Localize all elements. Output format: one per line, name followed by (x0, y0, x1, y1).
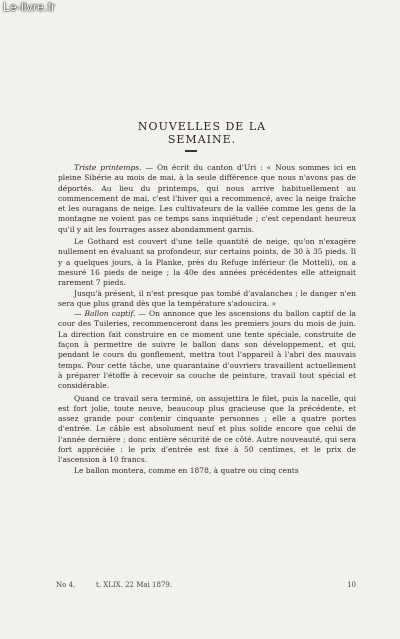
paragraph (58, 466, 356, 476)
paragraph (58, 163, 356, 235)
paragraph (58, 237, 356, 288)
paragraph-text: Le Gothard est couvert d'une telle quantité de neige, qu'on n'exagère nullement en évaluant sa profondeur, sur certains points, de 30 à 35 pieds. Il y a quelques jours, à la Planke, près du Refuge inférieur (le Motteli), on a mesuré 16 pieds de neige ; la 40e des années précédentes elle atteignait rarement 7 pieds. (58, 237, 356, 288)
paragraph-text: — On écrit du canton d'Uri : « Nous sommes ici en pleine Sibérie au mois de mai, à la seule différence que nous n'avons pas de déportés. Au lieu du printemps, qui nous arrive habituellement au commencement de mai, c'est l'hiver qui a recommencé, avec la neige fraîche et les ouragans de neige. Les cultivateurs de la vallée comme les gens de la montagne ne voient pas ce temps sans inquiétude ; c'est cependant heureux qu'il y ait les fourrages assez abondamment garnis. (58, 163, 356, 234)
document-page (30, 28, 380, 588)
paragraph-lead: — Ballon captif. (74, 309, 136, 319)
paragraph (58, 394, 356, 466)
paragraph (58, 289, 356, 310)
issue-date: t. XLIX. 22 Mai 1879. (96, 581, 173, 589)
paragraph (58, 309, 356, 391)
article-body (58, 163, 356, 476)
paragraph-text: Le ballon montera, comme en 1878, à quatre ou cinq cents (74, 465, 299, 475)
title-divider (185, 150, 197, 152)
issue-number: No 4, (56, 581, 76, 589)
paragraph-text: Jusqu'à présent, il n'est presque pas tombé d'avalanches ; le danger n'en sera que plus grand dès que la température s'adoucira. » (58, 288, 356, 308)
paragraph-text: Quand ce travail sera terminé, on assujettira le filet, puis la nacelle, qui est fort jolie, toute neuve, beaucoup plus gracieuse que la précédente, et assez grande pour contenir cinquante personnes ; elle a quatre portes d'entrée. Le câble est absolument neuf et plus solide encore que celui de l'année dernière ; donc entière sécurité de ce côté. Autre nouveauté, qui sera fort appréciée : le prix d'entrée est fixé à 50 centimes, et le prix de l'ascension à 10 francs. (58, 393, 356, 465)
page-title: NOUVELLES DE LA SEMAINE. (137, 120, 267, 146)
paragraph-text: — On annonce que les ascensions du ballon captif de la cour des Tuileries, recommenceront dans les premiers jours du mois de juin. La direction fait construire en ce moment une tente spéciale, construite de façon à permettre de suivre le ballon dans son développement, et qui, pendant le cours du gonflement, mettra tout l'appareil à l'abri des mauvais temps. Pour cette tâche, une quarantaine d'ouvriers travaillent actuellement à préparer l'étoffe à recevoir sa couche de peinture, travail tout spécial et considérable. (58, 309, 356, 391)
page-number: 10 (347, 581, 356, 589)
paragraph-lead: Triste printemps. (74, 163, 142, 172)
watermark-logo: Le-livre.fr (3, 0, 56, 14)
